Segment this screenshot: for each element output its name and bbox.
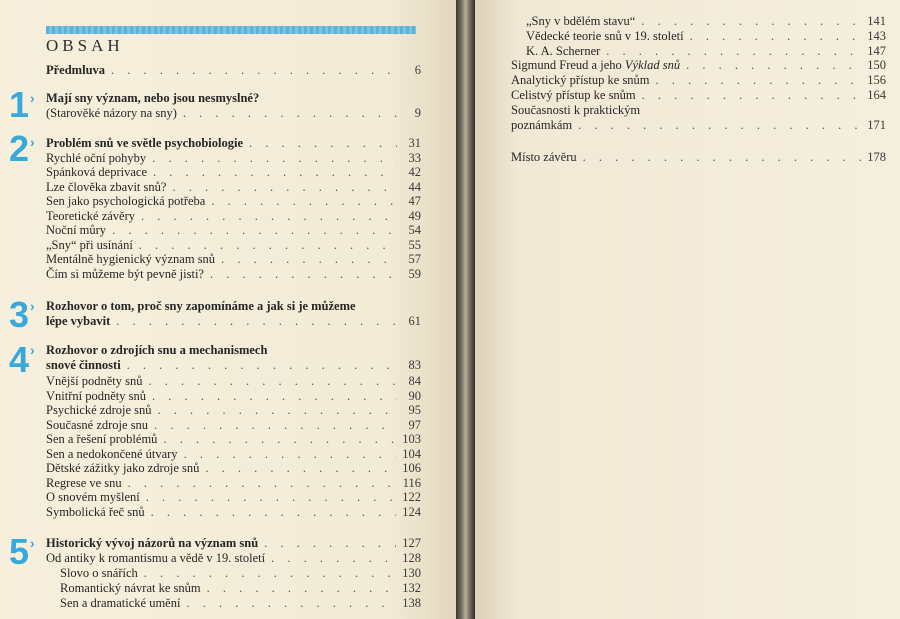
dot-leader (153, 165, 397, 179)
toc-entry-page: 84 (408, 374, 421, 388)
toc-entry-page: 97 (408, 418, 421, 432)
dot-leader (583, 150, 862, 164)
toc-entry-title: Celistvý přístup ke snům (511, 88, 636, 102)
toc-entry[interactable] (511, 88, 886, 102)
toc-entry-title: Vědecké teorie snů v 19. století (526, 29, 684, 43)
page-title: OBSAH (46, 36, 124, 55)
dot-leader (154, 418, 397, 432)
book-gutter (456, 0, 475, 619)
dot-leader (271, 551, 396, 565)
toc-entry[interactable] (46, 267, 421, 281)
toc-entry[interactable] (511, 73, 886, 87)
toc-entry-page: 95 (408, 403, 421, 417)
toc-entry[interactable] (46, 223, 421, 237)
dot-leader (163, 432, 396, 446)
dot-leader (221, 252, 397, 266)
toc-entry-page: 59 (408, 267, 421, 281)
chapter-number-5: 5 (9, 531, 30, 572)
toc-entry-title: Rychlé oční pohyby (46, 151, 147, 165)
dot-leader (184, 447, 397, 461)
toc-entry-title: Lze člověka zbavit snů? (46, 180, 167, 194)
toc-entry-closing[interactable] (511, 150, 886, 164)
dot-leader (112, 223, 397, 237)
chapter-number-3: 3 (9, 294, 30, 335)
dot-leader (146, 490, 397, 504)
toc-entry[interactable] (46, 238, 421, 252)
dot-leader (158, 403, 397, 417)
dot-leader (249, 136, 397, 150)
dot-leader (172, 180, 397, 194)
toc-entry[interactable] (46, 447, 421, 461)
toc-entry-title: K. A. Scherner (526, 44, 601, 58)
chevron-right-icon: › (30, 298, 35, 314)
toc-entry-page: 31 (408, 136, 421, 150)
toc-entry-title: Regrese ve snu (46, 476, 122, 490)
toc-entry-title: Psychické zdroje snů (46, 403, 152, 417)
toc-entry-indented[interactable] (526, 29, 886, 43)
toc-entry-page: 47 (408, 194, 421, 208)
toc-entry-page: 147 (867, 44, 886, 58)
dot-leader (141, 209, 397, 223)
toc-entry-page: 104 (402, 447, 421, 461)
dot-leader (183, 106, 397, 120)
toc-entry-indented[interactable] (60, 581, 421, 595)
toc-entry-page: 130 (402, 566, 421, 580)
dot-leader (686, 58, 861, 72)
dot-leader (656, 73, 862, 87)
toc-entry-page: 57 (408, 252, 421, 266)
toc-entry-title: Historický vývoj názorů na význam snů (46, 536, 259, 550)
toc-entry-title: Teoretické závěry (46, 209, 135, 223)
toc-entry[interactable] (46, 432, 421, 446)
toc-entry-page: 61 (408, 314, 421, 328)
toc-entry-indented[interactable] (526, 44, 886, 58)
toc-entry-page: 90 (408, 389, 421, 403)
toc-entry-indented[interactable] (526, 14, 886, 28)
toc-entry[interactable] (46, 165, 421, 179)
toc-entry[interactable] (46, 374, 421, 388)
toc-entry-page: 33 (408, 151, 421, 165)
toc-entry-page: 106 (402, 461, 421, 475)
toc-entry-title: Problém snů ve světle psychobiologie (46, 136, 243, 150)
chapter-3-title-line-1[interactable]: Rozhovor o tom, proč sny zapomínáme a jak si je můžeme (46, 299, 356, 313)
toc-entry-title: „Sny“ při usínání (46, 238, 133, 252)
toc-entry-page: 9 (414, 106, 421, 120)
toc-entry-page: 6 (414, 63, 421, 77)
toc-entry-page: 116 (402, 476, 421, 490)
toc-entry[interactable] (46, 389, 421, 403)
toc-entry[interactable] (46, 418, 421, 432)
toc-entry-title: Symbolická řeč snů (46, 505, 145, 519)
toc-entry-title: (Starověké názory na sny) (46, 106, 177, 120)
chapter-4-title-line-2[interactable] (46, 358, 421, 372)
book-title-italic: Výklad snů (624, 58, 681, 72)
toc-entry-title: Sen jako psychologická potřeba (46, 194, 206, 208)
toc-entry-title: Slovo o snářích (60, 566, 138, 580)
toc-entry[interactable] (46, 551, 421, 565)
dot-leader (211, 194, 397, 208)
toc-entry-title: poznámkám (511, 118, 573, 132)
dot-leader (139, 238, 397, 252)
dot-leader (152, 389, 397, 403)
chevron-right-icon: › (30, 134, 35, 150)
toc-entry-page: 103 (402, 432, 421, 446)
dot-leader (186, 596, 396, 610)
chapter-1-title[interactable]: Mají sny význam, nebo jsou nesmyslné? (46, 91, 260, 105)
toc-entry-page: 44 (408, 180, 421, 194)
toc-entry-title: Předmluva (46, 63, 106, 77)
toc-entry-title: Dětské zážitky jako zdroje snů (46, 461, 200, 475)
toc-entry-page: 141 (867, 14, 886, 28)
dot-leader (690, 29, 862, 43)
toc-entry[interactable] (46, 490, 421, 504)
toc-entry-title: Sigmund Freud a jeho Výklad snů (511, 58, 681, 72)
dot-leader (210, 267, 397, 281)
toc-entry-preface[interactable] (46, 63, 421, 77)
dot-leader (151, 505, 397, 519)
chevron-right-icon: › (30, 535, 35, 551)
dot-leader (149, 374, 397, 388)
toc-entry-title: Čím si můžeme být pevně jisti? (46, 267, 204, 281)
toc-entry-title: „Sny v bdělém stavu“ (526, 14, 636, 28)
toc-entry-line-1[interactable]: Současnosti k praktickým (511, 103, 641, 117)
toc-entry-title: Sen a řešení problémů (46, 432, 158, 446)
toc-entry-title: Sen a dramatické umění (60, 596, 181, 610)
chapter-4-title-line-1[interactable]: Rozhovor o zdrojích snu a mechanismech (46, 343, 268, 357)
toc-entry-page: 150 (867, 58, 886, 72)
dot-leader (264, 536, 396, 550)
toc-entry-page: 132 (402, 581, 421, 595)
toc-entry[interactable] (46, 461, 421, 475)
toc-entry-page: 138 (402, 596, 421, 610)
chapter-number-4: 4 (9, 339, 30, 380)
chapter-5-title[interactable] (46, 536, 421, 550)
chapter-number-1: 1 (9, 84, 30, 125)
toc-entry[interactable] (46, 403, 421, 417)
chapter-2-title[interactable] (46, 136, 421, 150)
toc-entry-indented[interactable] (60, 566, 421, 580)
toc-entry[interactable] (46, 476, 421, 490)
toc-entry-title: Vnitřní podněty snů (46, 389, 146, 403)
toc-entry-title: Od antiky k romantismu a vědě v 19. století (46, 551, 266, 565)
chevron-right-icon: › (30, 90, 35, 106)
toc-entry-page: 178 (867, 150, 886, 164)
dot-leader (152, 151, 397, 165)
toc-entry[interactable] (46, 252, 421, 266)
dot-leader (641, 14, 861, 28)
toc-entry-title: Mentálně hygienický význam snů (46, 252, 216, 266)
toc-entry-page: 143 (867, 29, 886, 43)
dot-leader (642, 88, 862, 102)
dot-leader (128, 476, 397, 490)
toc-entry-page: 124 (402, 505, 421, 519)
dot-leader (144, 566, 396, 580)
toc-entry-page: 54 (408, 223, 421, 237)
right-page (475, 0, 900, 619)
dot-leader (578, 118, 861, 132)
toc-entry-page: 122 (402, 490, 421, 504)
chapter-number-2: 2 (9, 128, 30, 169)
toc-entry-title: Současné zdroje snu (46, 418, 149, 432)
toc-entry-page: 171 (867, 118, 886, 132)
toc-entry-title: O snovém myšlení (46, 490, 140, 504)
toc-entry[interactable] (46, 209, 421, 223)
toc-entry[interactable] (46, 106, 421, 120)
toc-entry-title: Analytický přístup ke snům (511, 73, 650, 87)
toc-entry-page: 42 (408, 165, 421, 179)
toc-entry-title: Vnější podněty snů (46, 374, 143, 388)
dot-leader (127, 358, 397, 372)
dot-leader (111, 63, 397, 77)
toc-entry-page: 55 (408, 238, 421, 252)
toc-entry[interactable] (46, 180, 421, 194)
toc-entry-title: Místo závěru (511, 150, 577, 164)
toc-entry[interactable] (46, 151, 421, 165)
toc-entry-page: 127 (402, 536, 421, 550)
toc-entry-title: Sen a nedokončené útvary (46, 447, 178, 461)
toc-entry[interactable] (511, 118, 886, 132)
toc-entry[interactable] (511, 58, 886, 72)
toc-entry-title: Noční můry (46, 223, 107, 237)
toc-entry-indented[interactable] (60, 596, 421, 610)
dot-leader (606, 44, 861, 58)
toc-entry[interactable] (46, 194, 421, 208)
header-color-bar (46, 26, 416, 34)
chevron-right-icon: › (30, 342, 35, 358)
chapter-3-title-line-2[interactable] (46, 314, 421, 328)
dot-leader (207, 581, 397, 595)
dot-leader (116, 314, 397, 328)
dot-leader (205, 461, 396, 475)
toc-entry-page: 156 (867, 73, 886, 87)
toc-entry-title: snové činnosti (46, 358, 121, 372)
toc-entry-title: Romantický návrat ke snům (60, 581, 201, 595)
toc-entry-title: lépe vybavit (46, 314, 111, 328)
toc-entry-page: 49 (408, 209, 421, 223)
toc-entry-page: 128 (402, 551, 421, 565)
toc-entry[interactable] (46, 505, 421, 519)
toc-entry-title: Spánková deprivace (46, 165, 148, 179)
toc-entry-page: 164 (867, 88, 886, 102)
toc-entry-page: 83 (408, 358, 421, 372)
